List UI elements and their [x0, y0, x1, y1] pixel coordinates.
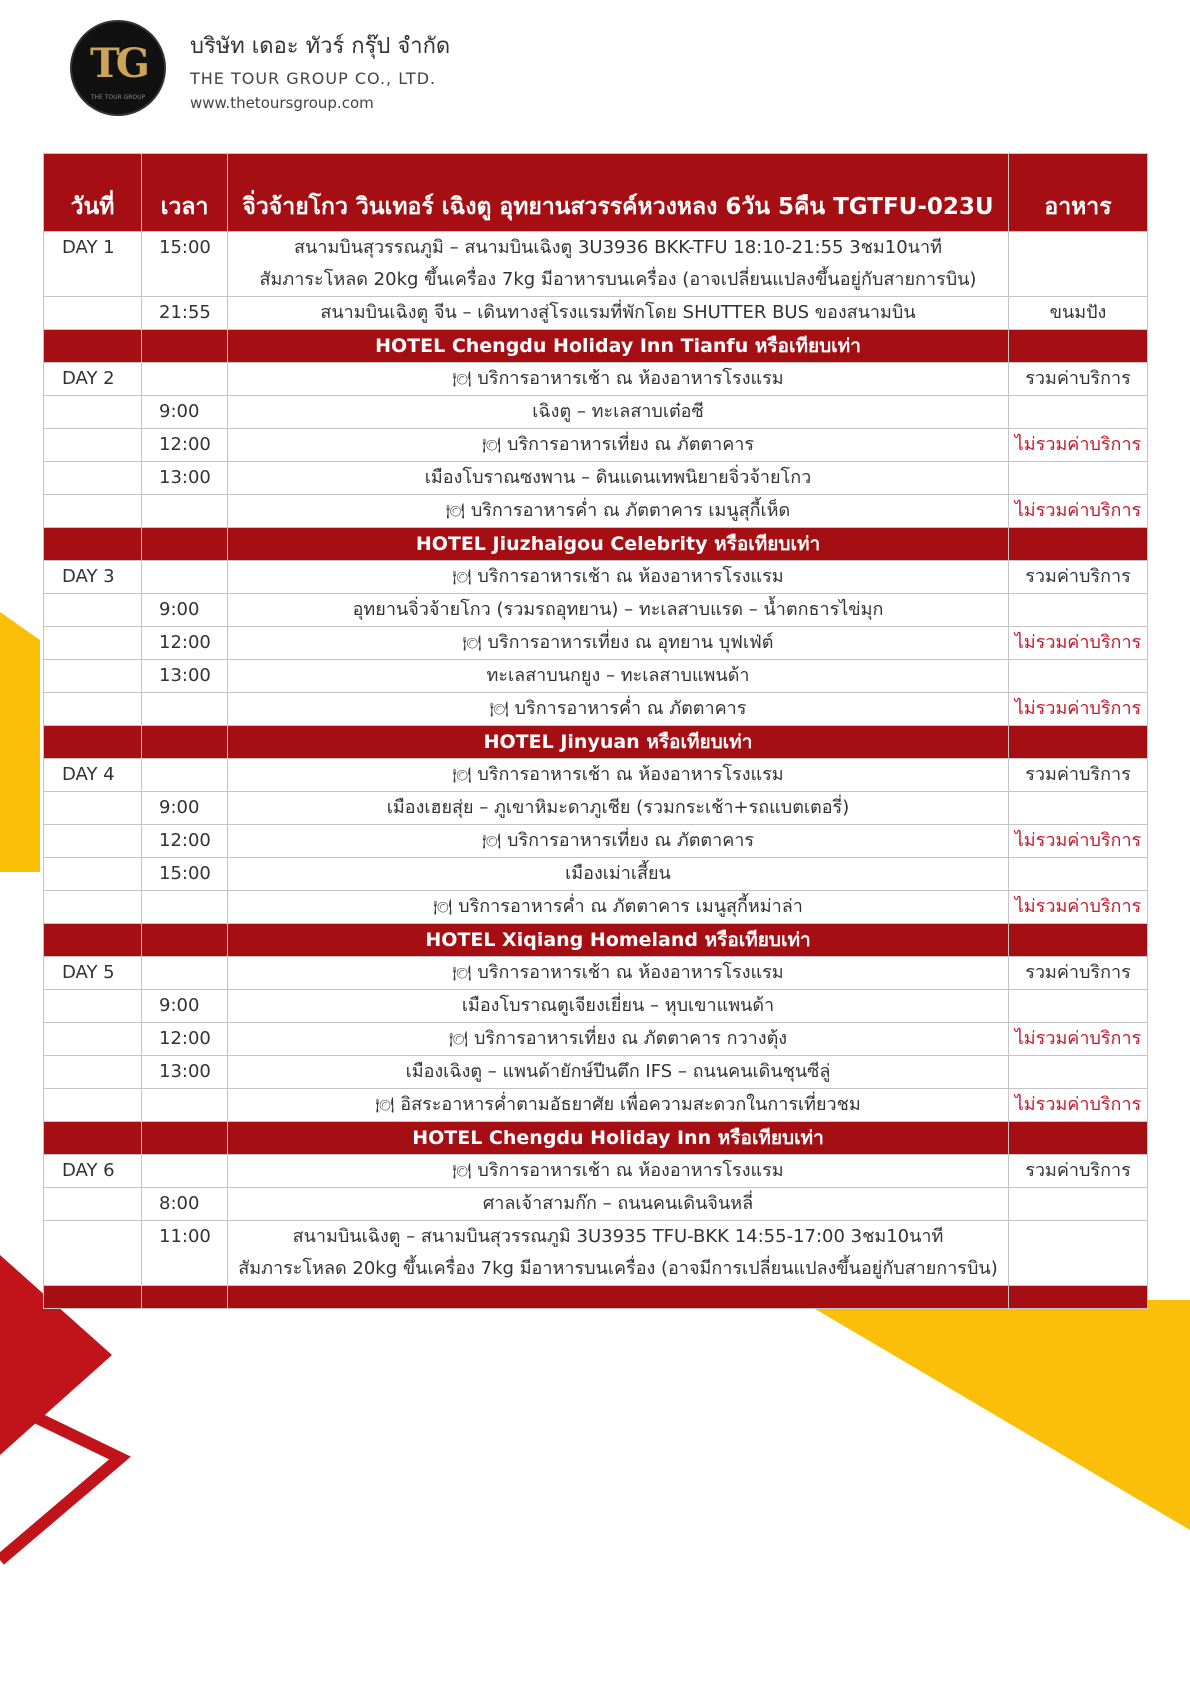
meal-cell: ไม่รวมค่าบริการ [1009, 825, 1148, 858]
table-row [44, 858, 1148, 891]
table-row [44, 594, 1148, 627]
meal-cell [1009, 1056, 1148, 1089]
day-cell [44, 693, 142, 726]
table-row [44, 232, 1148, 297]
day-cell [44, 429, 142, 462]
day-cell [44, 660, 142, 693]
hotel-meal-cell [1009, 726, 1148, 759]
hotel-time-cell [142, 726, 228, 759]
activity-text: เมืองโบราณตูเจียงเยี่ยน – หุบเขาแพนด้า [461, 995, 775, 1016]
company-name-en: THE TOUR GROUP CO., LTD. [190, 69, 437, 88]
hotel-name: HOTEL Chengdu Holiday Inn Tianfu หรือเทียบเท่า [228, 330, 1009, 363]
meal-cell [1009, 858, 1148, 891]
header-day: วันที่ [44, 154, 142, 232]
time-cell: 13:00 [142, 660, 228, 693]
activity-cell [228, 990, 1009, 1023]
activity-cell [228, 1023, 1009, 1056]
table-row [44, 759, 1148, 792]
header-meal: อาหาร [1009, 154, 1148, 232]
time-cell: 12:00 [142, 1023, 228, 1056]
yellow-band-right [800, 1300, 1190, 1530]
meal-icon: 🍽 [462, 634, 482, 652]
activity-text: ทะเลสาบนกยูง – ทะเลสาบแพนด้า [486, 665, 750, 686]
activity-cell [228, 363, 1009, 396]
table-row [44, 429, 1148, 462]
hotel-row [44, 330, 1148, 363]
meal-icon: 🍽 [481, 436, 502, 454]
time-cell: 12:00 [142, 429, 228, 462]
day-cell [44, 891, 142, 924]
activity-cell [228, 462, 1009, 495]
day-cell: DAY 3 [44, 561, 142, 594]
footer-cell [142, 1286, 228, 1309]
company-info [190, 28, 450, 112]
activity-text: บริการอาหารเที่ยง ณ ภัตตาคาร [507, 434, 755, 455]
time-cell [142, 693, 228, 726]
meal-cell [1009, 660, 1148, 693]
footer-cell [44, 1286, 142, 1309]
hotel-meal-cell [1009, 924, 1148, 957]
meal-cell: ไม่รวมค่าบริการ [1009, 1023, 1148, 1056]
table-row [44, 627, 1148, 660]
table-row [44, 1155, 1148, 1188]
time-cell: 9:00 [142, 594, 228, 627]
activity-text: สนามบินเฉิงตู จีน – เดินทางสู่โรงแรมที่พักโดย SHUTTER BUS ของสนามบิน [320, 302, 916, 323]
table-row [44, 1023, 1148, 1056]
activity-cell [228, 396, 1009, 429]
hotel-meal-cell [1009, 330, 1148, 363]
table-row [44, 660, 1148, 693]
meal-icon: 🍽 [452, 766, 472, 784]
table-row [44, 891, 1148, 924]
time-cell: 8:00 [142, 1188, 228, 1221]
hotel-day-cell [44, 1122, 142, 1155]
meal-icon: 🍽 [481, 832, 502, 850]
meal-cell [1009, 1188, 1148, 1221]
table-row [44, 825, 1148, 858]
activity-cell [228, 825, 1009, 858]
activity-text: อุทยานจิ่วจ้ายโกว (รวมรถอุทยาน) – ทะเลสาบแรด – น้ำตกธารไข่มุก [352, 599, 884, 620]
yellow-band-left [0, 612, 40, 872]
hotel-time-cell [142, 330, 228, 363]
day-cell [44, 1188, 142, 1221]
meal-cell [1009, 990, 1148, 1023]
activity-text: บริการอาหารเที่ยง ณ อุทยาน บุฟเฟ่ต์ [487, 632, 774, 653]
day-cell [44, 1023, 142, 1056]
meal-cell: รวมค่าบริการ [1009, 561, 1148, 594]
activity-line-1: สนามบินสุวรรณภูมิ – สนามบินเฉิงตู 3U3936 BKK-TFU 18:10-21:55 3ชม10นาที [294, 237, 942, 258]
time-cell: 9:00 [142, 792, 228, 825]
time-cell: 13:00 [142, 1056, 228, 1089]
table-row [44, 1089, 1148, 1122]
day-cell [44, 594, 142, 627]
meal-cell: ไม่รวมค่าบริการ [1009, 693, 1148, 726]
hotel-name: HOTEL Jiuzhaigou Celebrity หรือเทียบเท่า [228, 528, 1009, 561]
time-cell: 12:00 [142, 627, 228, 660]
table-header-row [44, 154, 1148, 232]
activity-text: ศาลเจ้าสามก๊ก – ถนนคนเดินจินหลี่ [482, 1193, 754, 1214]
meal-cell: รวมค่าบริการ [1009, 363, 1148, 396]
meal-cell: รวมค่าบริการ [1009, 957, 1148, 990]
day-cell [44, 462, 142, 495]
meal-icon: 🍽 [445, 502, 465, 520]
time-cell: 12:00 [142, 825, 228, 858]
activity-cell [228, 232, 1009, 297]
activity-cell [228, 957, 1009, 990]
table-row [44, 693, 1148, 726]
meal-icon: 🍽 [452, 568, 472, 586]
table-row [44, 363, 1148, 396]
activity-cell [228, 693, 1009, 726]
activity-cell [228, 759, 1009, 792]
activity-text: เมืองเฉิงตู – แพนด้ายักษ์ปีนตึก IFS – ถนนคนเดินชุนซีลู่ [405, 1061, 831, 1082]
activity-cell [228, 1188, 1009, 1221]
activity-text: บริการอาหารเช้า ณ ห้องอาหารโรงแรม [477, 764, 784, 785]
logo-monogram: TG [90, 40, 146, 87]
activity-cell [228, 891, 1009, 924]
table-row [44, 957, 1148, 990]
meal-icon: 🍽 [452, 1162, 472, 1180]
activity-cell [228, 495, 1009, 528]
hotel-row [44, 924, 1148, 957]
activity-line-2: สัมภาระโหลด 20kg ขึ้นเครื่อง 7kg มีอาหารบนเครื่อง (อาจเปลี่ยนแปลงขึ้นอยู่กับสายการบิน) [259, 269, 977, 290]
meal-cell: รวมค่าบริการ [1009, 1155, 1148, 1188]
meal-cell: รวมค่าบริการ [1009, 759, 1148, 792]
day-cell [44, 495, 142, 528]
activity-text: เมืองโบราณซงพาน – ดินแดนเทพนิยายจิ่วจ้ายโกว [424, 467, 812, 488]
time-cell [142, 561, 228, 594]
activity-text: บริการอาหารเช้า ณ ห้องอาหารโรงแรม [477, 1160, 784, 1181]
activity-text: บริการอาหารค่ำ ณ ภัตตาคาร เมนูสุกี้เห็ด [470, 500, 791, 521]
day-cell [44, 627, 142, 660]
activity-text: บริการอาหารค่ำ ณ ภัตตาคาร เมนูสุกี้หม่าล่า [458, 896, 803, 917]
meal-cell: ไม่รวมค่าบริการ [1009, 891, 1148, 924]
hotel-time-cell [142, 528, 228, 561]
hotel-name: HOTEL Chengdu Holiday Inn หรือเทียบเท่า [228, 1122, 1009, 1155]
day-cell [44, 1056, 142, 1089]
meal-cell: ขนมปัง [1009, 297, 1148, 330]
hotel-row [44, 726, 1148, 759]
footer-cell [228, 1286, 1009, 1309]
day-cell [44, 825, 142, 858]
table-row [44, 1188, 1148, 1221]
meal-icon: 🍽 [448, 1030, 468, 1048]
time-cell: 13:00 [142, 462, 228, 495]
activity-text: บริการอาหารเที่ยง ณ ภัตตาคาร กวางตุ้ง [473, 1028, 788, 1049]
activity-cell [228, 1056, 1009, 1089]
header-title: จิ่วจ้ายโกว วินเทอร์ เฉิงตู อุทยานสวรรค์หวงหลง 6วัน 5คืน TGTFU-023U [228, 154, 1009, 232]
activity-line-1: สนามบินเฉิงตู – สนามบินสุวรรณภูมิ 3U3935 TFU-BKK 14:55-17:00 3ชม10นาที [292, 1226, 944, 1247]
hotel-name: HOTEL Jinyuan หรือเทียบเท่า [228, 726, 1009, 759]
meal-cell: ไม่รวมค่าบริการ [1009, 1089, 1148, 1122]
table-row [44, 495, 1148, 528]
day-cell: DAY 2 [44, 363, 142, 396]
activity-cell [228, 594, 1009, 627]
activity-text: อิสระอาหารค่ำตามอัธยาศัย เพื่อความสะดวกในการเที่ยวชม [400, 1094, 861, 1115]
hotel-time-cell [142, 924, 228, 957]
hotel-day-cell [44, 330, 142, 363]
hotel-name: HOTEL Xiqiang Homeland หรือเทียบเท่า [228, 924, 1009, 957]
logo-caption: THE TOUR GROUP [90, 94, 146, 101]
activity-cell [228, 297, 1009, 330]
time-cell: 11:00 [142, 1221, 228, 1286]
activity-text: บริการอาหารเช้า ณ ห้องอาหารโรงแรม [477, 566, 784, 587]
time-cell [142, 957, 228, 990]
table-row [44, 561, 1148, 594]
day-cell [44, 1221, 142, 1286]
table-row [44, 462, 1148, 495]
meal-cell [1009, 594, 1148, 627]
time-cell: 9:00 [142, 396, 228, 429]
table-row [44, 792, 1148, 825]
activity-cell [228, 1155, 1009, 1188]
time-cell: 21:55 [142, 297, 228, 330]
hotel-row [44, 528, 1148, 561]
meal-icon: 🍽 [452, 964, 472, 982]
hotel-row [44, 1122, 1148, 1155]
meal-cell [1009, 396, 1148, 429]
time-cell: 15:00 [142, 232, 228, 297]
day-cell [44, 396, 142, 429]
day-cell: DAY 4 [44, 759, 142, 792]
meal-cell [1009, 1221, 1148, 1286]
day-cell [44, 1089, 142, 1122]
day-cell [44, 990, 142, 1023]
time-cell: 15:00 [142, 858, 228, 891]
day-cell [44, 792, 142, 825]
time-cell [142, 759, 228, 792]
itinerary-body [44, 232, 1148, 1309]
meal-cell: ไม่รวมค่าบริการ [1009, 429, 1148, 462]
meal-cell [1009, 792, 1148, 825]
hotel-meal-cell [1009, 528, 1148, 561]
activity-cell [228, 660, 1009, 693]
meal-cell: ไม่รวมค่าบริการ [1009, 495, 1148, 528]
itinerary-table-wrapper [43, 153, 1147, 1309]
day-cell [44, 297, 142, 330]
hotel-day-cell [44, 726, 142, 759]
company-name-th: บริษัท เดอะ ทัวร์ กรุ๊ป จำกัด [190, 34, 451, 59]
time-cell [142, 1089, 228, 1122]
activity-text: บริการอาหารค่ำ ณ ภัตตาคาร [514, 698, 747, 719]
activity-cell [228, 1221, 1009, 1286]
activity-cell [228, 792, 1009, 825]
hotel-meal-cell [1009, 1122, 1148, 1155]
activity-text: บริการอาหารเที่ยง ณ ภัตตาคาร [507, 830, 755, 851]
table-row [44, 297, 1148, 330]
day-cell [44, 858, 142, 891]
table-row [44, 1056, 1148, 1089]
table-row [44, 990, 1148, 1023]
company-website[interactable]: www.thetoursgroup.com [190, 94, 374, 112]
activity-text: เมืองเฮยสุ่ย – ภูเขาหิมะดาภูเชีย (รวมกระเช้า+รถแบตเตอรี่) [386, 797, 850, 818]
meal-icon: 🍽 [489, 700, 509, 718]
activity-line-2: สัมภาระโหลด 20kg ขึ้นเครื่อง 7kg มีอาหารบนเครื่อง (อาจมีการเปลี่ยนแปลงขึ้นอยู่กับสายการบิน) [238, 1258, 998, 1279]
header-time: เวลา [142, 154, 228, 232]
time-cell [142, 495, 228, 528]
activity-cell [228, 858, 1009, 891]
activity-cell [228, 627, 1009, 660]
meal-cell [1009, 232, 1148, 297]
activity-text: เมืองเม่าเสี้ยน [565, 863, 671, 884]
meal-icon: 🍽 [452, 370, 472, 388]
table-row [44, 396, 1148, 429]
day-cell: DAY 1 [44, 232, 142, 297]
activity-cell [228, 1089, 1009, 1122]
footer-cell [1009, 1286, 1148, 1309]
time-cell: 9:00 [142, 990, 228, 1023]
hotel-day-cell [44, 924, 142, 957]
activity-text: บริการอาหารเช้า ณ ห้องอาหารโรงแรม [477, 962, 784, 983]
table-row [44, 1221, 1148, 1286]
itinerary-table [43, 153, 1148, 1309]
day-cell: DAY 6 [44, 1155, 142, 1188]
activity-text: เฉิงตู – ทะเลสาบเต๋อซี [532, 401, 704, 422]
meal-cell [1009, 462, 1148, 495]
company-logo [72, 22, 164, 114]
activity-cell [228, 429, 1009, 462]
time-cell [142, 891, 228, 924]
table-footer-row [44, 1286, 1148, 1309]
hotel-time-cell [142, 1122, 228, 1155]
activity-cell [228, 561, 1009, 594]
meal-cell: ไม่รวมค่าบริการ [1009, 627, 1148, 660]
meal-icon: 🍽 [375, 1096, 395, 1114]
activity-text: บริการอาหารเช้า ณ ห้องอาหารโรงแรม [477, 368, 784, 389]
meal-icon: 🍽 [433, 898, 453, 916]
time-cell [142, 363, 228, 396]
hotel-day-cell [44, 528, 142, 561]
day-cell: DAY 5 [44, 957, 142, 990]
time-cell [142, 1155, 228, 1188]
